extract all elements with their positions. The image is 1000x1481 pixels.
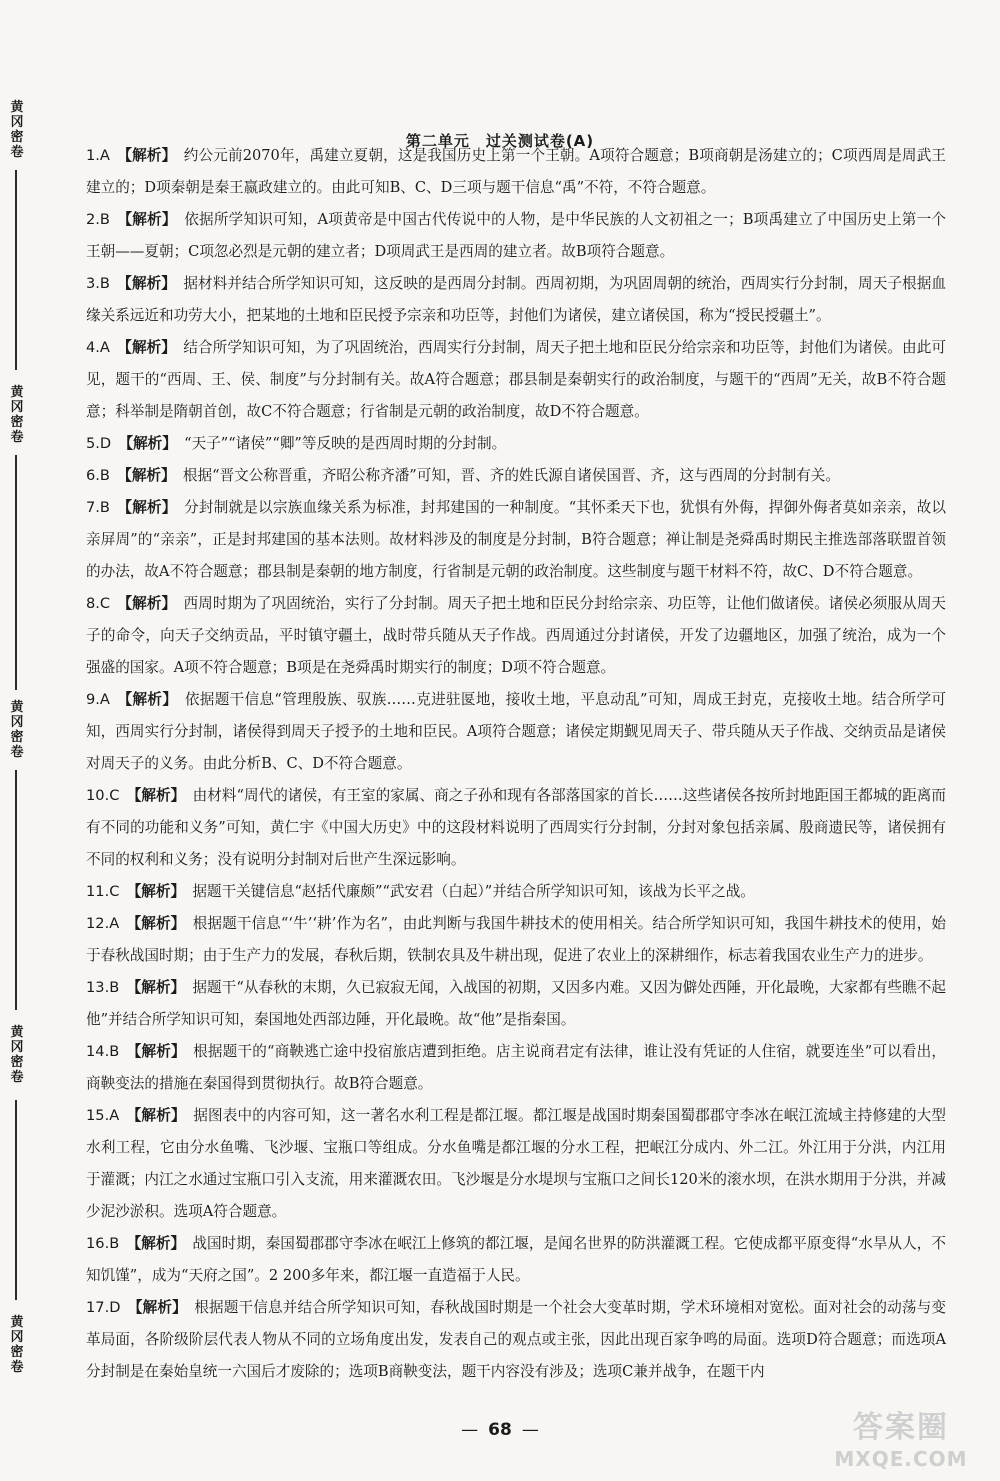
answer-text: 约公元前2070年，禹建立夏朝，这是我国历史上第一个王朝。A项符合题意；B项商朝是汤建立的；C项西周是周武王建立的；D项秦朝是秦王嬴政建立的。由此可知B、C、D三项与题干信息“禹”不符，不符合题意。: [86, 147, 946, 196]
answer-number: 12.A: [86, 915, 120, 932]
margin-mark: 黄冈密卷: [10, 1315, 24, 1375]
answer-entry: [86, 1228, 946, 1292]
answer-list: [86, 140, 946, 1388]
answer-text: “天子”“诸侯”“卿”等反映的是西周时期的分封制。: [184, 435, 507, 452]
analysis-tag: 【解析】: [117, 691, 178, 708]
answer-text: 西周时期为了巩固统治，实行了分封制。周天子把土地和臣民分封给宗亲、功臣等，让他们做诸侯。诸侯必须服从周天子的命令，向天子交纳贡品，平时镇守疆土，战时带兵随从天子作战。西周通过分封诸侯，开发了边疆地区，加强了统治，成为一个强盛的国家。A项不符合题意；B项是在尧舜禹时期实行的制度；D项不符合题意。: [86, 595, 946, 676]
answer-number: 17.D: [86, 1299, 121, 1316]
watermark-title: 答案圈: [853, 1410, 949, 1445]
margin-mark: 黄冈密卷: [10, 1025, 24, 1085]
answer-number: 7.B: [86, 499, 110, 516]
analysis-tag: 【解析】: [117, 211, 177, 228]
answer-number: 5.D: [86, 435, 112, 452]
answer-text: 据题干“从春秋的末期，久已寂寂无闻，入战国的初期，又因多内难。又因为僻处西陲，开化最晚，大家都有些瞧不起他”并结合所学知识可知，秦国地处西部边陲，开化最晚。故“他”是指秦国。: [86, 979, 946, 1028]
answer-entry: [86, 460, 946, 492]
analysis-tag: 【解析】: [126, 979, 186, 996]
page-number-dash-right: —: [521, 1420, 539, 1440]
answer-text: 依据所学知识可知，A项黄帝是中国古代传说中的人物，是中华民族的人文初祖之一；B项禹建立了中国历史上第一个王朝——夏朝；C项忽必烈是元朝的建立者；D项周武王是西周的建立者。故B项符合题意。: [86, 211, 946, 260]
answer-text: 据题干关键信息“赵括代廉颇”“武安君（白起）”并结合所学知识可知，该战为长平之战。: [192, 883, 755, 900]
answer-text: 根据“晋文公称晋重，齐昭公称齐潘”可知，晋、齐的姓氏源自诸侯国晋、齐，这与西周的分封制有关。: [182, 467, 840, 484]
answer-number: 6.B: [86, 467, 110, 484]
answer-text: 战国时期，秦国蜀郡郡守李冰在岷江上修筑的都江堰，是闻名世界的防洪灌溉工程。它使成都平原变得“水旱从人，不知饥馑”，成为“天府之国”。2 200多年来，都江堰一直造福于人民。: [86, 1235, 946, 1284]
answer-text: 根据题干的“商鞅逃亡途中投宿旅店遭到拒绝。店主说商君定有法律，谁让没有凭证的人住宿，就要连坐”可以看出，商鞅变法的措施在秦国得到贯彻执行。故B符合题意。: [86, 1043, 946, 1092]
analysis-tag: 【解析】: [117, 499, 177, 516]
answer-number: 4.A: [86, 339, 110, 356]
answer-entry: [86, 204, 946, 268]
page-number-value: 68: [488, 1420, 512, 1440]
answer-number: 2.B: [86, 211, 110, 228]
analysis-tag: 【解析】: [126, 1043, 186, 1060]
answer-text: 由材料“周代的诸侯，有王室的家属、商之子孙和现有各部落国家的首长……这些诸侯各按所封地距国王都城的距离而有不同的功能和义务”可知，黄仁宇《中国大历史》中的这段材料说明了西周实行分封制，分封对象包括亲属、殷商遗民等，诸侯拥有不同的权利和义务；没有说明分封制对后世产生深远影响。: [86, 787, 946, 868]
margin-divider: [15, 455, 17, 690]
analysis-tag: 【解析】: [127, 1299, 187, 1316]
watermark-url: MXQE.COM: [834, 1447, 968, 1471]
answer-number: 16.B: [86, 1235, 120, 1252]
answer-entry: [86, 876, 946, 908]
answer-entry: [86, 972, 946, 1036]
answer-text: 据图表中的内容可知，这一著名水利工程是都江堰。都江堰是战国时期秦国蜀郡郡守李冰在岷江流域主持修建的大型水利工程，它由分水鱼嘴、飞沙堰、宝瓶口等组成。分水鱼嘴是都江堰的分水工程，把岷江分成内、外二江。外江用于分洪，内江用于灌溉；内江之水通过宝瓶口引入支流，用来灌溉农田。飞沙堰是分水堤坝与宝瓶口之间长120米的滚水坝，在洪水期用于分洪，并减少泥沙淤积。选项A符合题意。: [86, 1107, 946, 1220]
page-number-dash-left: —: [461, 1420, 479, 1440]
analysis-tag: 【解析】: [117, 147, 177, 164]
answer-number: 13.B: [86, 979, 120, 996]
answer-number: 10.C: [86, 787, 120, 804]
answer-text: 依据题干信息“管理殷族、驭族……克进驻匽地，接收土地，平息动乱”可知，周成王封克，克接收土地。结合所学可知，西周实行分封制，诸侯得到周天子授予的土地和臣民。A项符合题意；诸侯定期觐见周天子、带兵随从天子作战、交纳贡品是诸侯对周天子的义务。由此分析B、C、D不符合题意。: [86, 691, 946, 772]
margin-divider: [15, 170, 17, 370]
answer-number: 14.B: [86, 1043, 120, 1060]
page-title: 第二单元 过关测试卷(A): [405, 132, 595, 150]
answer-entry: [86, 588, 946, 684]
answer-number: 8.C: [86, 595, 111, 612]
analysis-tag: 【解析】: [126, 1235, 186, 1252]
binding-margin: [0, 0, 36, 1481]
answer-text: 据材料并结合所学知识可知，这反映的是西周分封制。西周初期，为巩固周朝的统治，西周实行分封制，周天子根据血缘关系远近和功劳大小，把某地的土地和臣民授予宗亲和功臣等，封他们为诸侯，建立诸侯国，称为“授民授疆土”。: [86, 275, 946, 324]
margin-divider: [15, 1100, 17, 1300]
answer-text: 分封制就是以宗族血缘关系为标准，封邦建国的一种制度。“其怀柔天下也，犹惧有外侮，捍御外侮者莫如亲亲，故以亲屏周”的“亲亲”，正是封邦建国的基本法则。故材料涉及的制度是分封制，B符合题意；禅让制是尧舜禹时期民主推选部落联盟首领的办法，故A不符合题意；郡县制是秦朝的地方制度，行省制是元朝的政治制度。这些制度与题干材料不符，故C、D不符合题意。: [86, 499, 946, 580]
analysis-tag: 【解析】: [118, 435, 177, 452]
answer-entry: [86, 1100, 946, 1228]
margin-mark: 黄冈密卷: [10, 100, 24, 160]
analysis-tag: 【解析】: [126, 915, 186, 932]
answer-entry: [86, 492, 946, 588]
answer-entry: [86, 1036, 946, 1100]
answer-number: 1.A: [86, 147, 110, 164]
analysis-tag: 【解析】: [126, 883, 186, 900]
answer-entry: [86, 268, 946, 332]
answer-entry: [86, 140, 946, 204]
answer-entry: [86, 780, 946, 876]
answer-number: 9.A: [86, 691, 110, 708]
analysis-tag: 【解析】: [126, 787, 186, 804]
answer-entry: [86, 908, 946, 972]
answer-text: 根据题干信息“‘牛’‘耕’作为名”，由此判断与我国牛耕技术的使用相关。结合所学知识可知，我国牛耕技术的使用，始于春秋战国时期；由于生产力的发展，春秋后期，铁制农具及牛耕出现，促进了农业上的深耕细作，标志着我国农业生产力的进步。: [86, 915, 946, 964]
answer-number: 3.B: [86, 275, 110, 292]
answer-entry: [86, 332, 946, 428]
watermark-logo: [816, 1409, 986, 1475]
answer-text: 结合所学知识可知，为了巩固统治，西周实行分封制，周天子把土地和臣民分给宗亲和功臣等，封他们为诸侯。由此可见，题干的“西周、王、侯、制度”与分封制有关。故A符合题意；郡县制是秦朝实行的政治制度，与题干的“西周”无关，故B不符合题意；科举制是隋朝首创，故C不符合题意；行省制是元朝的政治制度，故D不符合题意。: [86, 339, 946, 420]
answer-entry: [86, 684, 946, 780]
analysis-tag: 【解析】: [117, 467, 176, 484]
analysis-tag: 【解析】: [117, 275, 176, 292]
margin-mark: 黄冈密卷: [10, 385, 24, 445]
analysis-tag: 【解析】: [126, 1107, 186, 1124]
margin-mark: 黄冈密卷: [10, 700, 24, 760]
answer-entry: [86, 428, 946, 460]
answer-number: 11.C: [86, 883, 120, 900]
answer-text: 根据题干信息并结合所学知识可知，春秋战国时期是一个社会大变革时期，学术环境相对宽松。面对社会的动荡与变革局面，各阶级阶层代表人物从不同的立场角度出发，发表自己的观点或主张，因此出现百家争鸣的局面。选项D符合题意；而选项A分封制是在秦始皇统一六国后才废除的；选项B商鞅变法，题干内容没有涉及；选项C兼并战争，在题干内: [86, 1299, 946, 1380]
answer-entry: [86, 1292, 946, 1388]
answer-number: 15.A: [86, 1107, 120, 1124]
analysis-tag: 【解析】: [117, 339, 176, 356]
analysis-tag: 【解析】: [117, 595, 177, 612]
margin-divider: [15, 770, 17, 1010]
